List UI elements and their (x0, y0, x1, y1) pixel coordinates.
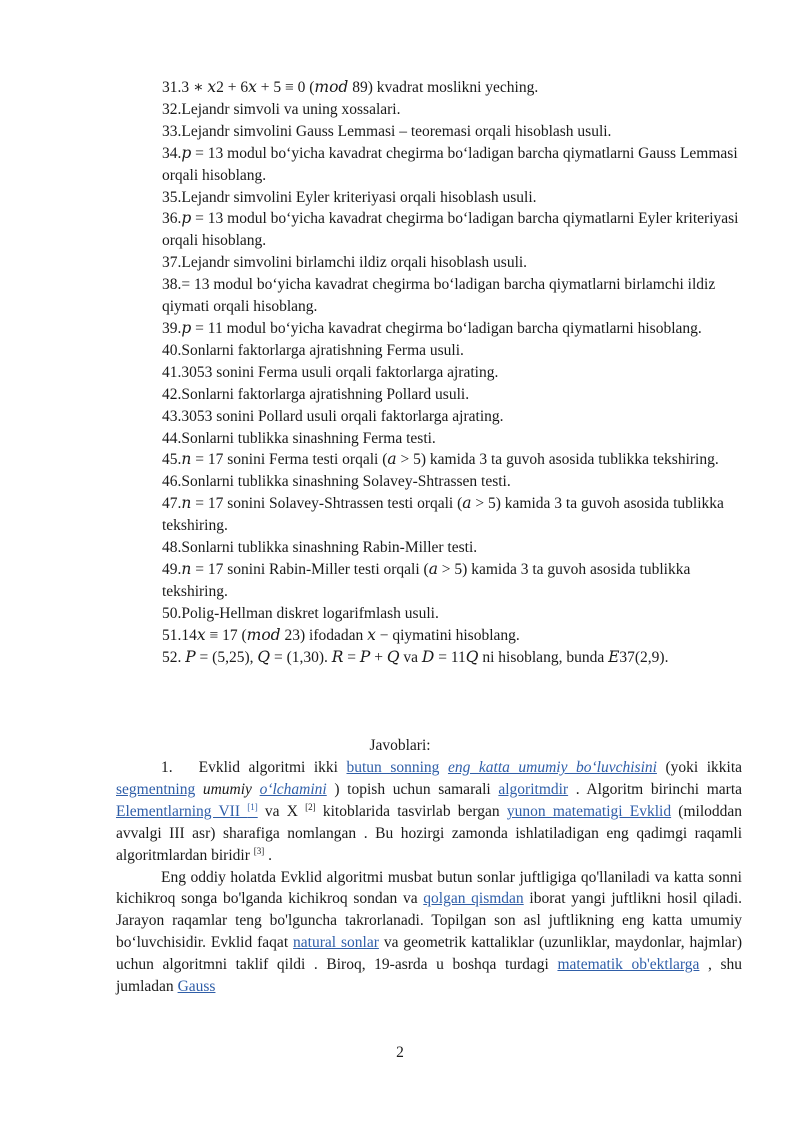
answer-text: va X (264, 802, 298, 820)
answer-text: , shu jumladan (116, 956, 742, 996)
question-item: 32.Lejandr simvoli va uning xossalari. (162, 100, 401, 118)
question-item: 47.𝑛 = 17 sonini Solavey-Shtrassen testi orqali (𝑎 > 5) kamida 3 ta guvoh asosida tublikka tekshiring. (162, 495, 724, 535)
answer-number: 1. (161, 759, 173, 776)
question-item: 37.Lejandr simvolini birlamchi ildiz orqali hisoblash usuli. (162, 254, 528, 272)
question-item: 41.3053 sonini Ferma usuli orqali faktorlarga ajrating. (162, 363, 499, 381)
answers-section (116, 757, 742, 998)
answer-text: Eng oddiy holatda Evklid algoritmi musbat butun sonlar juftligiga qo'llaniladi va katta sonni kichikroq songa bo'lganda kichikroq sondan va (116, 868, 742, 908)
question-item: 36.𝑝 = 13 modul bo‘yicha kavadrat chegirma bo‘ladigan barcha qiymatlarni Eyler kriteriyasi orqali hisoblang. (162, 210, 739, 250)
footnote-ref-3[interactable]: [3] (253, 845, 265, 856)
question-item: 40.Sonlarni faktorlarga ajratishning Ferma usuli. (162, 341, 464, 359)
answer-text: iborat yangi juftlikni hosil qiladi. Jarayon raqamlar teng bo'lguncha takrorlanadi. Topilgan son asl juftlikning eng katta umumiy bo‘luvchisidir. Evklid faqat (116, 890, 743, 952)
question-item: 35.Lejandr simvolini Eyler kriteriyasi orqali hisoblash usuli. (162, 188, 537, 206)
question-item: 42.Sonlarni faktorlarga ajratishning Pollard usuli. (162, 385, 470, 403)
link-yunon-matematigi-evklid[interactable]: yunon matematigi Evklid (506, 802, 672, 820)
question-item: 33.Lejandr simvolini Gauss Lemmasi – teoremasi orqali hisoblash usuli. (162, 122, 612, 140)
question-list (162, 77, 752, 668)
answer-text: kitoblarida tasvirlab bergan (322, 802, 500, 820)
question-item: 39.𝑝 = 11 modul bo‘yicha kavadrat chegirma bo‘ladigan barcha qiymatlarni hisoblang. (162, 319, 702, 337)
link-olchamini[interactable]: o‘lchamini (259, 780, 327, 798)
answer-text: (miloddan avvalgi III asr) sharafiga nomlangan . Bu hozirgi zamonda ishlatiladigan eng qadimgi raqamli algoritmlardan biridir (116, 802, 743, 864)
link-text: Elementlarning VII (116, 802, 240, 820)
link-elementlarning[interactable] (116, 803, 258, 820)
link-butun-sonning[interactable]: butun sonning (346, 759, 440, 776)
link-qolgan-qismdan[interactable]: qolgan qismdan (423, 890, 524, 908)
answer-text: . Algoritm birinchi marta (575, 780, 742, 798)
question-item: 31.3 ∗ 𝑥2 + 6𝑥 + 5 ≡ 0 (𝑚𝑜𝑑 89) kvadrat moslikni yeching. (162, 79, 539, 96)
page-number: 2 (396, 1044, 404, 1061)
question-item: 44.Sonlarni tublikka sinashning Ferma testi. (162, 429, 436, 447)
link-algoritmdir[interactable]: algoritmdir (498, 780, 569, 798)
answer-text: umumiy (202, 780, 252, 798)
question-item: 45.𝑛 = 17 sonini Ferma testi orqali (𝑎 > 5) kamida 3 ta guvoh asosida tublikka tekshiring. (162, 451, 719, 469)
question-item: 51.14𝑥 ≡ 17 (𝑚𝑜𝑑 23) ifodadan 𝑥 − qiymatini hisoblang. (162, 626, 520, 644)
answer-text: algoritmi ikki (248, 759, 338, 776)
question-item: 43.3053 sonini Pollard usuli orqali faktorlarga ajrating. (162, 407, 504, 425)
question-item: 34.𝑝 = 13 modul bo‘yicha kavadrat chegirma bo‘ladigan barcha qiymatlarni Gauss Lemmasi orqali hisoblang. (162, 144, 738, 184)
question-item: 48.Sonlarni tublikka sinashning Rabin-Miller testi. (162, 539, 478, 557)
question-item: 52. 𝑃 = (5,25), 𝑄 = (1,30). 𝑅 = 𝑃 + 𝑄 va 𝐷 = 11𝑄 ni hisoblang, bunda 𝐸37(2,9). (162, 648, 669, 666)
footnote-ref-2[interactable]: [2] (305, 801, 316, 812)
answer-text: ) topish uchun samarali (334, 780, 491, 798)
answer-text: . (268, 846, 272, 864)
answer-text: Evklid (198, 759, 240, 776)
link-eng-katta-umumiy-boluvchisini[interactable]: eng katta umumiy bo‘luvchisini (447, 759, 657, 776)
question-item: 49.𝑛 = 17 sonini Rabin-Miller testi orqali (𝑎 > 5) kamida 3 ta guvoh asosida tublikka tekshiring. (162, 560, 691, 600)
answer-text: (yoki ikkita (665, 759, 743, 776)
answers-heading: Javoblari: (369, 737, 431, 754)
answer-paragraph-2 (116, 867, 742, 998)
question-item: 46.Sonlarni tublikka sinashning Solavey-Shtrassen testi. (162, 473, 511, 491)
link-gauss[interactable]: Gauss (177, 978, 216, 996)
question-item: 50.Polig-Hellman diskret logarifmlash usuli. (162, 604, 439, 622)
link-natural-sonlar[interactable]: natural sonlar (293, 934, 379, 952)
link-matematik-obektlarga[interactable]: matematik ob'ektlarga (557, 956, 700, 974)
footnote-ref-1: [1] (247, 801, 258, 812)
question-item: 38.= 13 modul bo‘yicha kavadrat chegirma bo‘ladigan barcha qiymatlarni birlamchi ildiz qiymati orqali hisoblang. (162, 276, 716, 316)
link-segmentning[interactable]: segmentning (116, 780, 196, 798)
answer-paragraph-1 (116, 757, 742, 867)
answer-text: va geometrik kattaliklar (uzunliklar, maydonlar, hajmlar) uchun algoritmni taklif qildi . Biroq, 19-asrda u boshqa turdagi (116, 934, 742, 974)
